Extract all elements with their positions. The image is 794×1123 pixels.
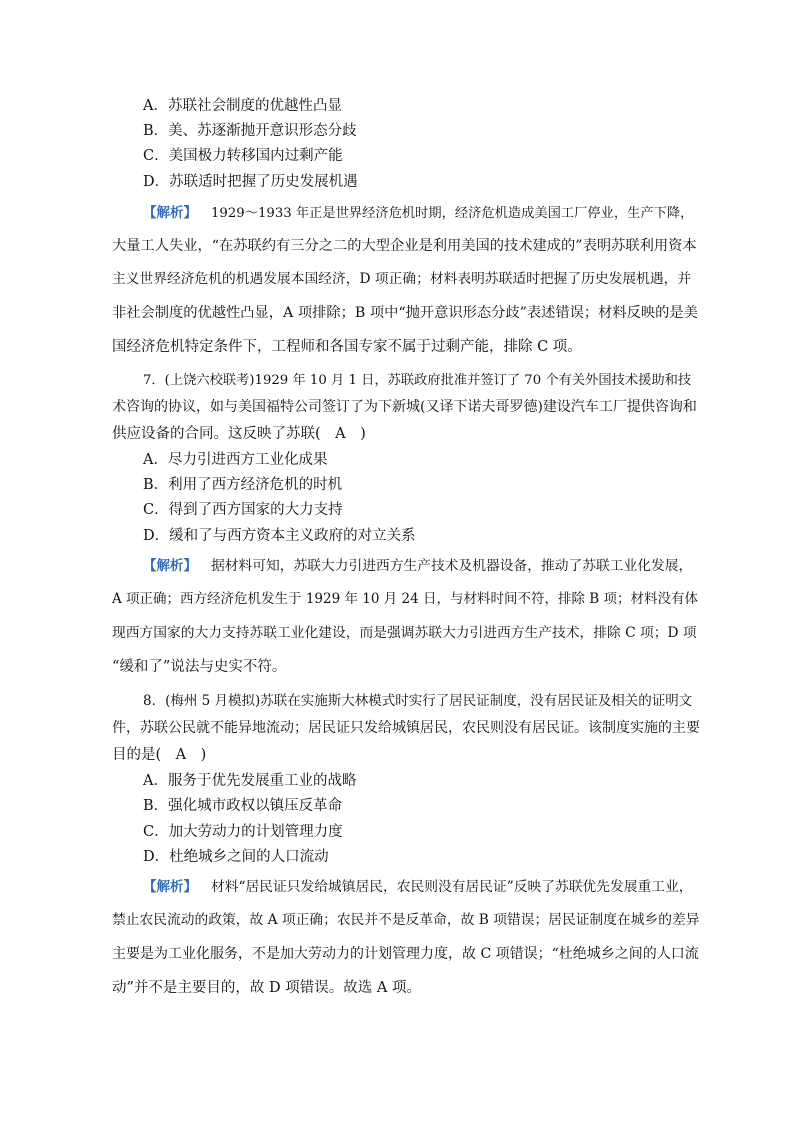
q8-option-b: B．强化城市政权以镇压反革命 xyxy=(143,798,343,814)
q8-option-c: C．加大劳动力的计划管理力度 xyxy=(143,824,343,840)
q7-stem-line-3: 供应设备的合同。这反映了苏联( A ) xyxy=(112,426,366,442)
q7-analysis-line-1: 【解析】 据材料可知，苏联大力引进西方生产技术及机器设备，推动了苏联工业化发展， xyxy=(143,558,693,574)
q8-stem-line-1: 8．(梅州 5 月模拟)苏联在实施斯大林模式时实行了居民证制度，没有居民证及相关的证明文 xyxy=(143,693,693,709)
q7-option-d: D．缓和了与西方资本主义政府的对立关系 xyxy=(143,528,416,544)
q8-stem-line-2: 件，苏联公民就不能异地流动；居民证只发给城镇居民，农民则没有居民证。该制度实施的主要 xyxy=(112,720,700,736)
q6-analysis-line-5: 国经济危机特定条件下，工程师和各国专家不属于过剩产能，排除 C 项。 xyxy=(112,339,582,355)
q6-option-b: B．美、苏逐渐抛开意识形态分歧 xyxy=(143,123,357,139)
q8-option-d: D．杜绝城乡之间的人口流动 xyxy=(143,849,329,865)
q6-option-a: A．苏联社会制度的优越性凸显 xyxy=(143,98,342,114)
analysis-tag: 【解析】 xyxy=(143,879,197,895)
q7-stem-line-2: 术咨询的协议，如与美国福特公司签订了为下新城(又译下诺夫哥罗德)建设汽车工厂提供咨询和 xyxy=(112,399,697,415)
q6-option-d: D．苏联适时把握了历史发展机遇 xyxy=(143,174,358,190)
q8-analysis-line-1: 【解析】 材料“居民证只发给城镇居民，农民则没有居民证”反映了苏联优先发展重工业， xyxy=(143,879,693,895)
q8-analysis-line-3: 主要是为工业化服务，不是加大劳动力的计划管理力度，故 C 项错误；“杜绝城乡之间的人口流 xyxy=(112,946,699,962)
q6-analysis-line-2: 大量工人失业，“在苏联约有三分之二的大型企业是利用美国的技术建成的”表明苏联利用资本 xyxy=(112,238,697,254)
q7-stem-line-1: 7．(上饶六校联考)1929 年 10 月 1 日，苏联政府批准并签订了 70 个有关外国技术援助和技 xyxy=(143,373,692,388)
q7-option-c: C．得到了西方国家的大力支持 xyxy=(143,502,343,518)
q7-analysis-line-3: 现西方国家的大力支持苏联工业化建设，而是强调苏联大力引进西方生产技术，排除 C 项；D 项 xyxy=(112,625,697,641)
q6-analysis-line-4: 非社会制度的优越性凸显，A 项排除；B 项中“抛开意识形态分歧”表述错误；材料反映的是美 xyxy=(112,305,698,321)
analysis-tag: 【解析】 xyxy=(143,205,197,221)
q8-stem-line-3: 目的是( A ) xyxy=(112,747,207,763)
q6-analysis-line-1: 【解析】 1929～1933 年正是世界经济危机时期，经济危机造成美国工厂停业，生产下降， xyxy=(143,205,694,221)
q7-analysis-line-2: A 项正确；西方经济危机发生于 1929 年 10 月 24 日，与材料时间不符，排除 B 项；材料没有体 xyxy=(112,591,699,607)
q8-analysis-line-4: 动”并不是主要目的，故 D 项错误。故选 A 项。 xyxy=(112,980,421,996)
q6-option-c: C．美国极力转移国内过剩产能 xyxy=(143,148,343,164)
q6-analysis-line-3: 主义世界经济危机的机遇发展本国经济，D 项正确；材料表明苏联适时把握了历史发展机遇，并 xyxy=(112,271,692,287)
q7-option-a: A．尽力引进西方工业化成果 xyxy=(143,452,328,468)
q8-option-a: A．服务于优先发展重工业的战略 xyxy=(143,773,357,789)
q7-option-b: B．利用了西方经济危机的时机 xyxy=(143,477,343,493)
analysis-tag: 【解析】 xyxy=(143,558,197,574)
q7-analysis-line-4: “缓和了”说法与史实不符。 xyxy=(112,659,287,675)
q8-analysis-line-2: 禁止农民流动的政策，故 A 项正确；农民并不是反革命，故 B 项错误；居民证制度在城乡的差异 xyxy=(112,912,700,928)
